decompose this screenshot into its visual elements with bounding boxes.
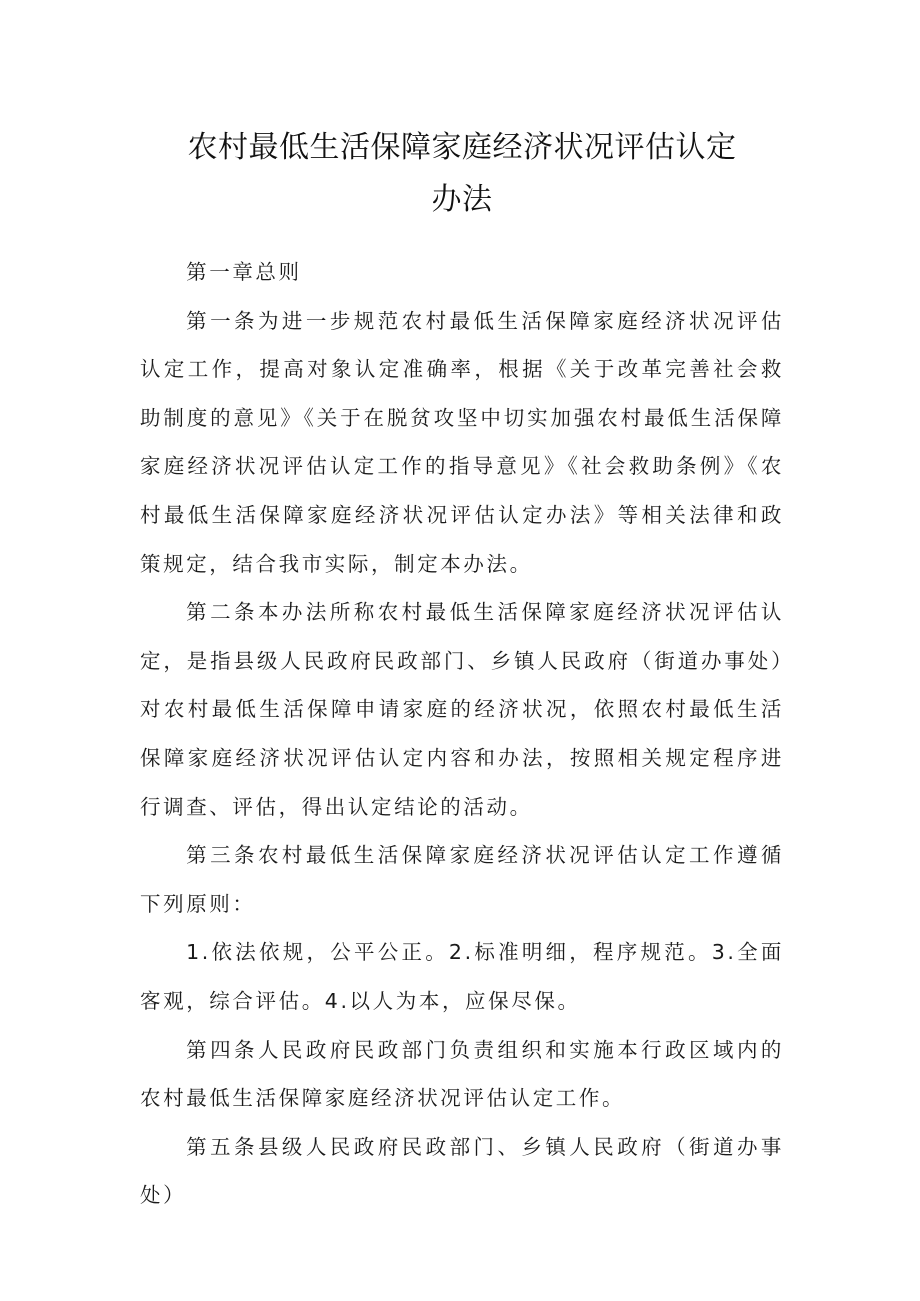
article-5-paragraph: 第五条县级人民政府民政部门、乡镇人民政府（街道办事处） xyxy=(140,1134,784,1208)
principles-paragraph: 1.依法依规，公平公正。2.标准明细，程序规范。3.全面客观，综合评估。4.以人为本，应保尽保。 xyxy=(140,940,784,1013)
article-4-paragraph: 第四条人民政府民政部门负责组织和实施本行政区域内的农村最低生活保障家庭经济状况评估认定工作。 xyxy=(140,1037,784,1111)
document-title-line-1: 农村最低生活保障家庭经济状况评估认定 xyxy=(187,130,737,165)
article-2-paragraph: 第二条本办法所称农村最低生活保障家庭经济状况评估认定，是指县级人民政府民政部门、乡镇人民政府（街道办事处）对农村最低生活保障申请家庭的经济状况，依照农村最低生活保障家庭经济状况评估认定内容和办法，按照相关规定程序进行调查、评估，得出认定结论的活动。 xyxy=(140,600,784,819)
document-title-line-2: 办法 xyxy=(431,182,493,217)
chapter-heading: 第一章总则 xyxy=(186,260,302,284)
article-3-paragraph: 第三条农村最低生活保障家庭经济状况评估认定工作遵循下列原则： xyxy=(140,843,784,916)
document-body xyxy=(140,248,784,1220)
article-1-paragraph: 第一条为进一步规范农村最低生活保障家庭经济状况评估认定工作，提高对象认定准确率，根据《关于改革完善社会救助制度的意见》《关于在脱贫攻坚中切实加强农村最低生活保障家庭经济状况评估认定工作的指导意见》《社会救助条例》《农村最低生活保障家庭经济状况评估认定办法》等相关法律和政策规定，结合我市实际，制定本办法。 xyxy=(140,308,784,576)
